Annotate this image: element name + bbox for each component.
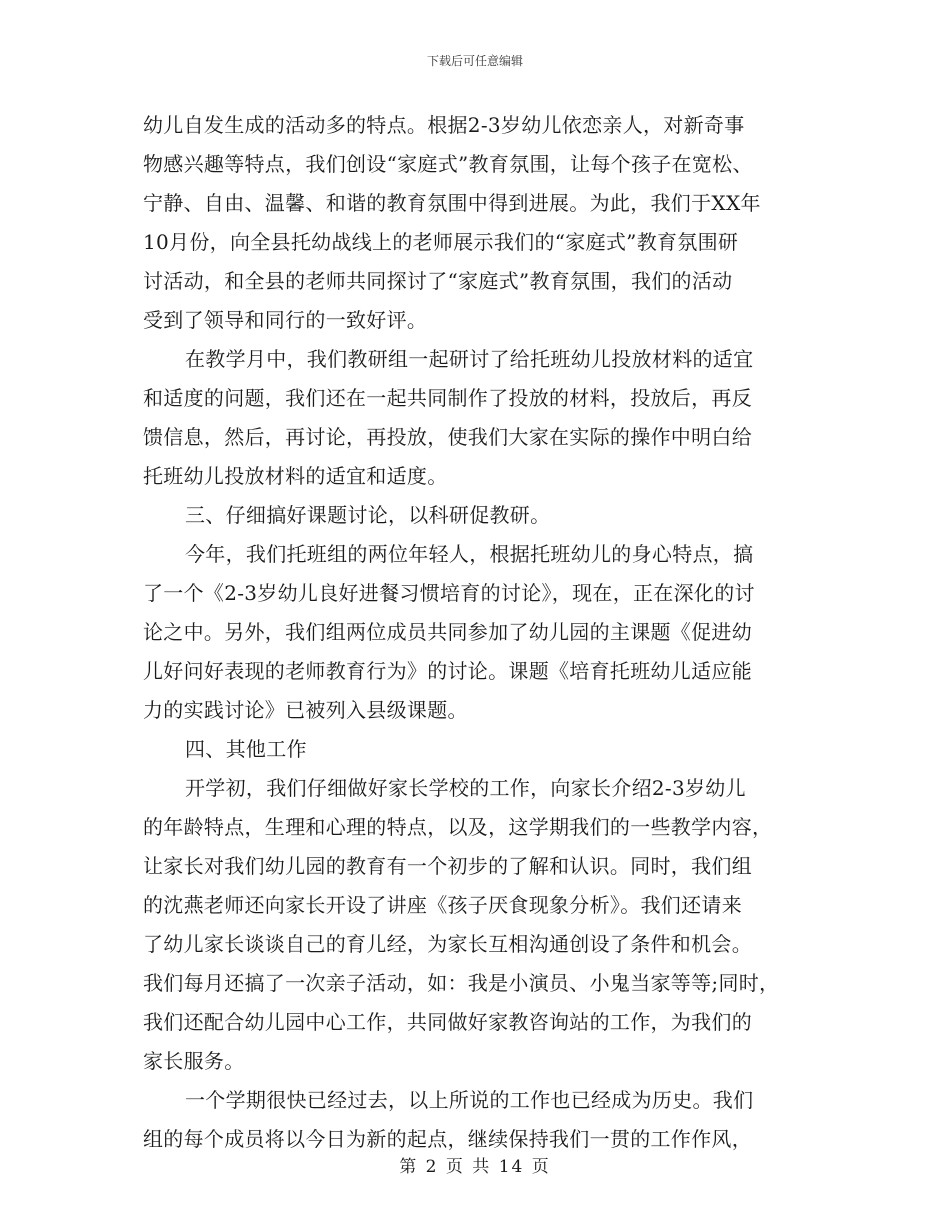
text-line: 托班幼儿投放材料的适宜和适度。 <box>143 464 448 488</box>
text-line: 在教学月中，我们教研组一起研讨了给托班幼儿投放材料的适宜 <box>185 347 754 371</box>
text-line: 四、其他工作 <box>185 737 307 761</box>
text-line: 受到了领导和同行的一致好评。 <box>143 308 428 332</box>
page-footer: 第 2 页 共 14 页 <box>399 1157 551 1177</box>
text-line: 幼儿自发生成的活动多的特点。根据2-3岁幼儿依恋亲人，对新奇事 <box>143 113 745 137</box>
text-line: 论之中。另外，我们组两位成员共同参加了幼儿园的主课题《促进幼 <box>143 620 752 644</box>
text-line: 家长服务。 <box>143 1049 245 1073</box>
text-line: 和适度的问题，我们还在一起共同制作了投放的材料，投放后，再反 <box>143 386 752 410</box>
text-line: 了一个《2-3岁幼儿良好进餐习惯培育的讨论》，现在，正在深化的讨 <box>143 581 755 605</box>
text-line: 的年龄特点，生理和心理的特点，以及，这学期我们的一些教学内容， <box>143 815 773 839</box>
text-line: 儿好问好表现的老师教育行为》的讨论。课题《培育托班幼儿适应能 <box>143 659 752 683</box>
text-line: 一个学期很快已经过去，以上所说的工作也已经成为历史。我们 <box>185 1088 754 1112</box>
text-line: 今年，我们托班组的两位年轻人，根据托班幼儿的身心特点，搞 <box>185 542 754 566</box>
text-line: 我们还配合幼儿园中心工作，共同做好家教咨询站的工作，为我们的 <box>143 1010 752 1034</box>
text-line: 馈信息，然后，再讨论，再投放，使我们大家在实际的操作中明白给 <box>143 425 752 449</box>
text-line: 让家长对我们幼儿园的教育有一个初步的了解和认识。同时，我们组 <box>143 854 752 878</box>
text-line: 力的实践讨论》已被列入县级课题。 <box>143 698 468 722</box>
text-line: 开学初，我们仔细做好家长学校的工作，向家长介绍2-3岁幼儿 <box>185 776 746 800</box>
text-line: 组的每个成员将以今日为新的起点，继续保持我们一贯的工作作风， <box>143 1127 752 1151</box>
text-line: 讨活动，和全县的老师共同探讨了“家庭式”教育氛围，我们的活动 <box>143 269 733 293</box>
text-line: 物感兴趣等特点，我们创设“家庭式”教育氛围，让每个孩子在宽松、 <box>143 152 753 176</box>
text-line: 宁静、自由、温馨、和谐的教育氛围中得到进展。为此，我们于XX年 <box>143 191 761 215</box>
document-body <box>143 106 823 1159</box>
text-line: 的沈燕老师还向家长开设了讲座《孩子厌食现象分析》。我们还请来 <box>143 893 742 917</box>
page-header: 下载后可任意编辑 <box>426 54 523 68</box>
text-line: 三、仔细搞好课题讨论，以科研促教研。 <box>185 503 551 527</box>
text-line: 了幼儿家长谈谈自己的育儿经，为家长互相沟通创设了条件和机会。 <box>143 932 752 956</box>
text-line: 我们每月还搞了一次亲子活动，如：我是小演员、小鬼当家等等;同时， <box>143 971 780 995</box>
text-line: 10月份，向全县托幼战线上的老师展示我们的“家庭式”教育氛围研 <box>143 230 739 254</box>
